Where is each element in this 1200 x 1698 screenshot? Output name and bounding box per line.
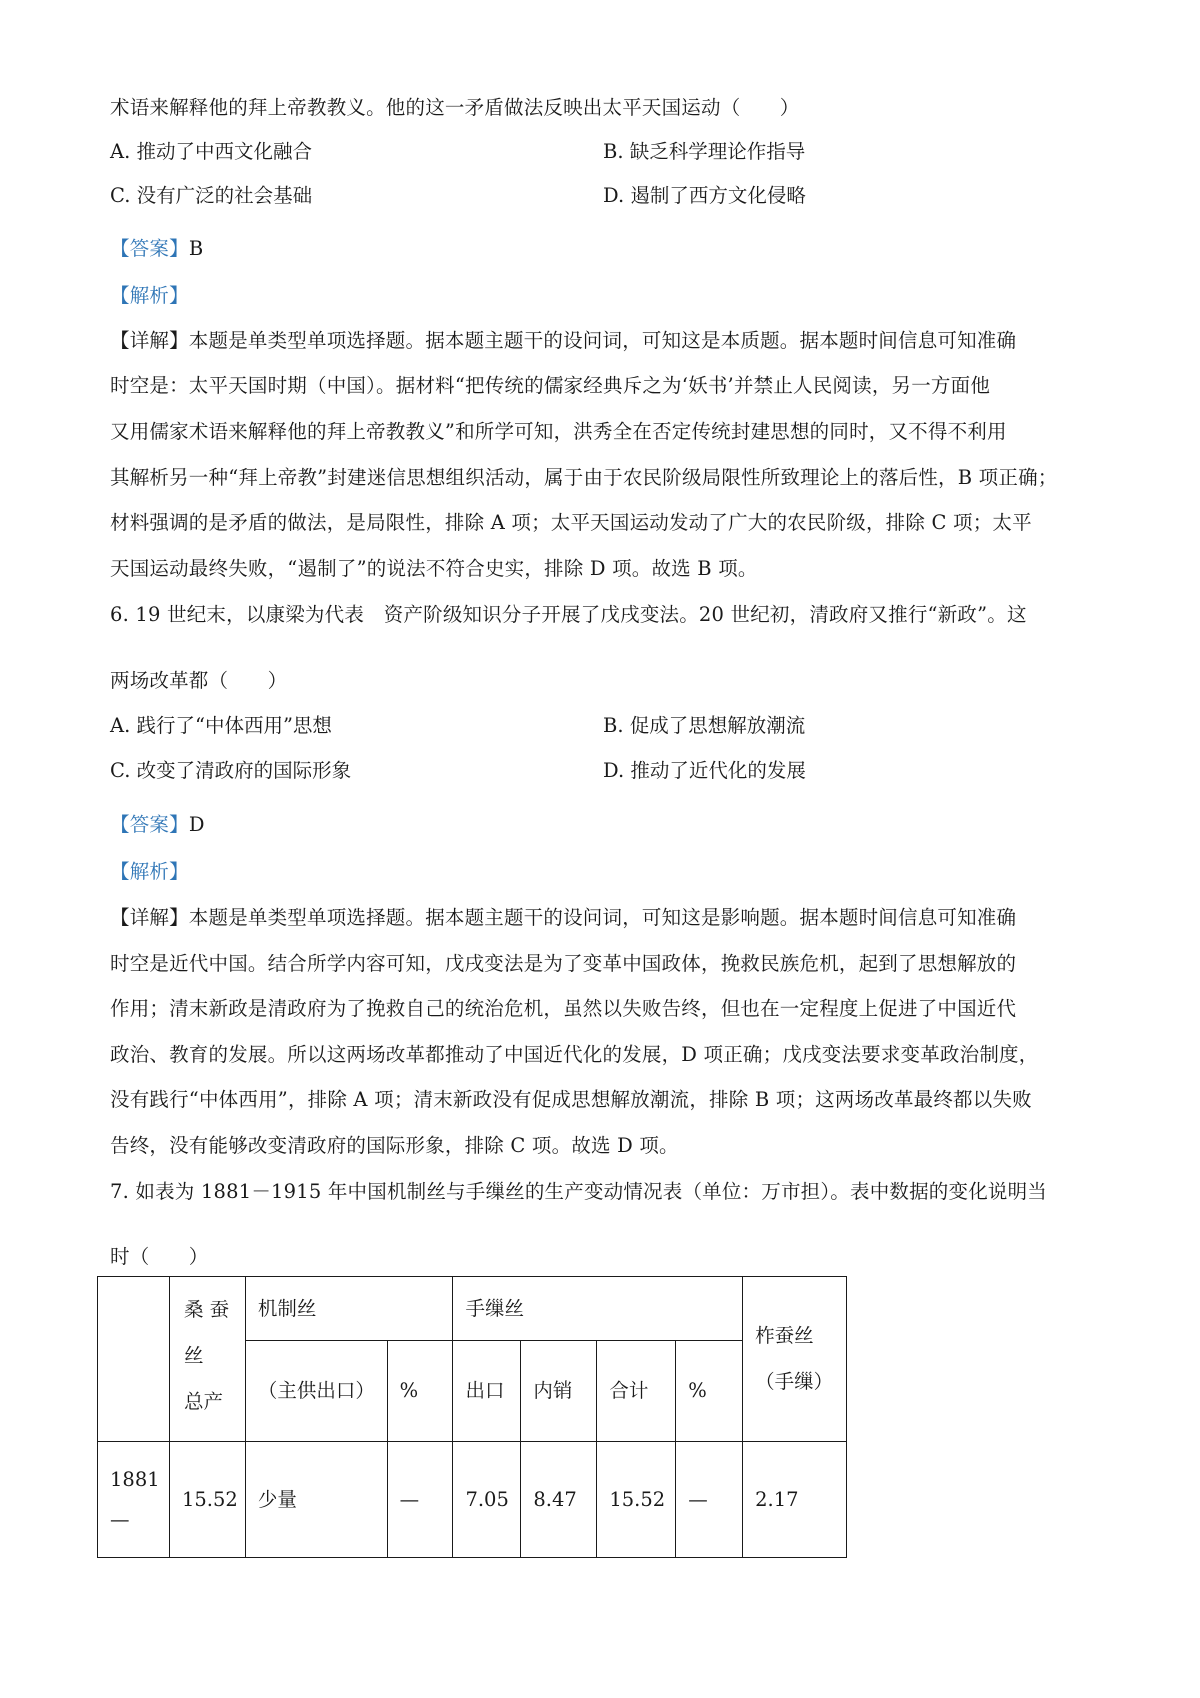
q7-stem-line: 时（ ） (110, 1245, 209, 1268)
cell-mulberry-total: 15.52 (169, 1442, 245, 1558)
header-text: 桑 蚕 (183, 1298, 230, 1321)
q5-detail-line: 又用儒家术语来解释他的拜上帝教教义”和所学可知，洪秀全在否定传统封建思想的同时，又不得不利用 (110, 420, 1007, 443)
q6-analysis-label: 【解析】 (110, 860, 189, 883)
q6-answer (110, 813, 1100, 837)
cell-year: 1881 — (98, 1442, 170, 1558)
cell-machine-percent: — (387, 1442, 453, 1558)
q5-stem-tail: 术语来解释他的拜上帝教教义。他的这一矛盾做法反映出太平天国运动（ ） (110, 96, 800, 119)
q5-detail-line: 时空是：太平天国时期（中国）。据材料“把传统的儒家经典斥之为‘妖书’并禁止人民阅读，另一方面他 (110, 374, 991, 397)
header-text: 丝 (183, 1344, 204, 1367)
q5-detail-line: 材料强调的是矛盾的做法，是局限性，排除 A 项；太平天国运动发动了广大的农民阶级，排除 C 项；太平 (110, 511, 1032, 534)
table-corner-cell (98, 1277, 170, 1442)
q5-answer (110, 237, 1100, 261)
q5-analysis-label: 【解析】 (110, 284, 189, 307)
header-hand-export: 出口 (453, 1341, 521, 1442)
q5-option-c: C. 没有广泛的社会基础 (110, 184, 313, 207)
header-text: 柞蚕丝 (755, 1324, 814, 1348)
q5-option-d: D. 遏制了西方文化侵略 (603, 184, 806, 207)
header-tussah-silk (743, 1277, 847, 1442)
table-row (98, 1442, 847, 1558)
q6-detail-line: 【详解】本题是单类型单项选择题。据本题主题干的设问词，可知这是影响题。据本题时间信息可知准确 (110, 906, 1017, 929)
header-machine-export: （主供出口） (245, 1341, 387, 1442)
header-hand-domestic: 内销 (521, 1341, 597, 1442)
q6-detail-line: 没有践行“中体西用”，排除 A 项；清末新政没有促成思想解放潮流，排除 B 项；这两场改革最终都以失败 (110, 1088, 1032, 1111)
answer-value: D (188, 813, 205, 836)
header-text: 总产 (183, 1390, 223, 1413)
answer-label: 【答案】 (110, 813, 189, 836)
header-machine-percent: % (387, 1341, 453, 1442)
cell-tussah: 2.17 (743, 1442, 847, 1558)
header-hand-total: 合计 (597, 1341, 676, 1442)
q6-stem-line: 两场改革都（ ） (110, 669, 288, 692)
cell-machine: 少量 (245, 1442, 387, 1558)
header-hand-percent: % (676, 1341, 743, 1442)
answer-value: B (188, 237, 204, 260)
q6-detail-line: 告终，没有能够改变清政府的国际形象，排除 C 项。故选 D 项。 (110, 1134, 679, 1157)
q5-option-b: B. 缺乏科学理论作指导 (603, 140, 806, 163)
silk-production-table (97, 1276, 847, 1558)
cell-hand-percent: — (676, 1442, 743, 1558)
q6-option-d: D. 推动了近代化的发展 (603, 759, 806, 782)
cell-hand-total: 15.52 (597, 1442, 676, 1558)
q6-detail-line: 作用；清末新政是清政府为了挽救自己的统治危机，虽然以失败告终，但也在一定程度上促进了中国近代 (110, 997, 1017, 1020)
answer-label: 【答案】 (110, 237, 189, 260)
q6-option-b: B. 促成了思想解放潮流 (603, 714, 806, 737)
q5-option-a: A. 推动了中西文化融合 (110, 140, 312, 163)
q6-detail-line: 政治、教育的发展。所以这两场改革都推动了中国近代化的发展，D 项正确；戊戌变法要求变革政治制度， (110, 1043, 1039, 1066)
header-machine-silk: 机制丝 (245, 1277, 453, 1341)
header-text: （手缫） (755, 1370, 834, 1394)
header-hand-silk: 手缫丝 (453, 1277, 743, 1341)
q5-detail-line: 天国运动最终失败，“遏制了”的说法不符合史实，排除 D 项。故选 B 项。 (110, 557, 758, 580)
q6-stem-line: 6. 19 世纪末，以康梁为代表 资产阶级知识分子开展了戊戌变法。20 世纪初，清政府又推行“新政”。这 (110, 603, 1027, 626)
q6-option-c: C. 改变了清政府的国际形象 (110, 759, 352, 782)
q6-detail-line: 时空是近代中国。结合所学内容可知，戊戌变法是为了变革中国政体，挽救民族危机，起到了思想解放的 (110, 952, 1017, 975)
cell-hand-domestic: 8.47 (521, 1442, 597, 1558)
q6-option-a: A. 践行了“中体西用”思想 (110, 714, 332, 737)
header-mulberry-total (169, 1277, 245, 1442)
cell-hand-export: 7.05 (453, 1442, 521, 1558)
q5-detail-line: 其解析另一种“拜上帝教”封建迷信思想组织活动，属于由于农民阶级局限性所致理论上的落后性，B 项正确； (110, 466, 1058, 489)
q5-detail-line: 【详解】本题是单类型单项选择题。据本题主题干的设问词，可知这是本质题。据本题时间信息可知准确 (110, 329, 1017, 352)
q7-stem-line: 7. 如表为 1881－1915 年中国机制丝与手缫丝的生产变动情况表（单位：万市担）。表中数据的变化说明当 (110, 1180, 1048, 1203)
